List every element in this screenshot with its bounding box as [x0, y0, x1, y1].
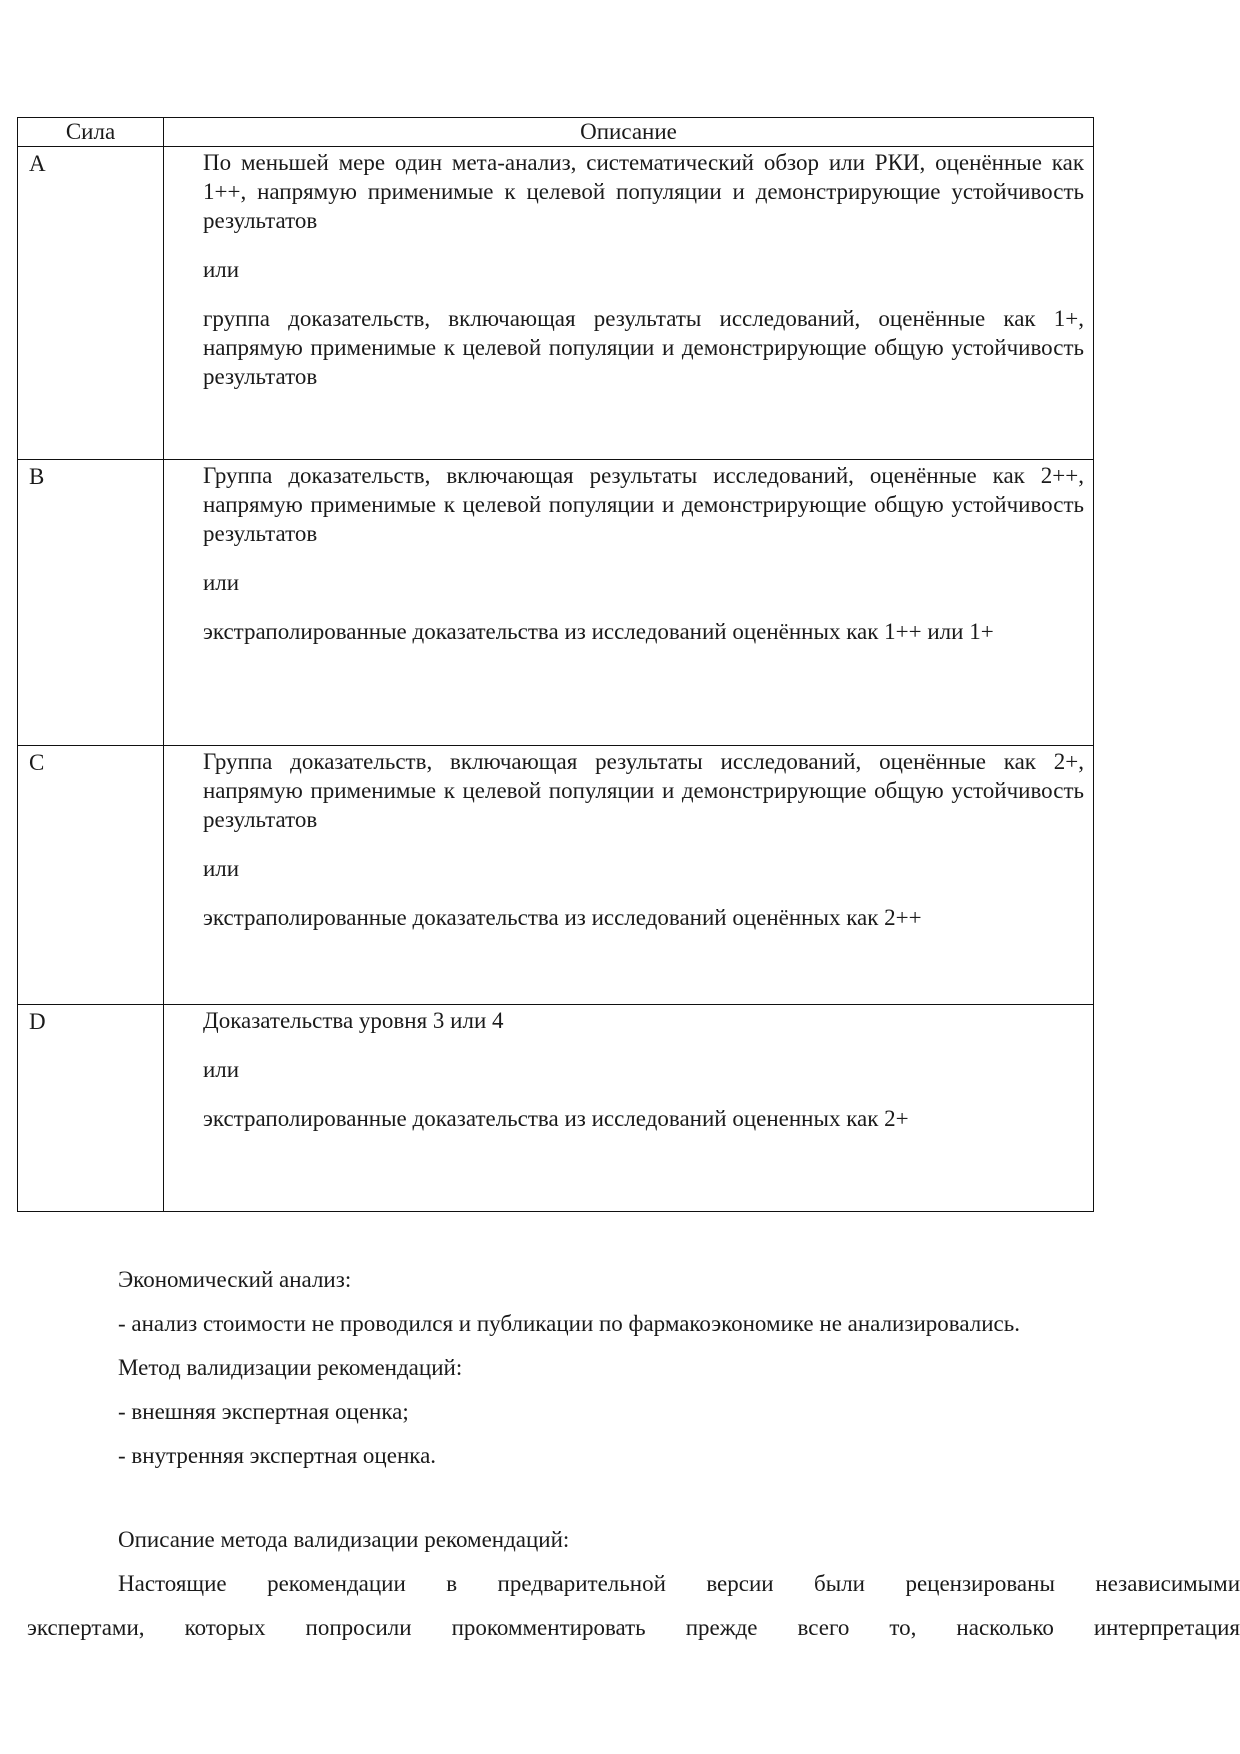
validation-method-item: - внешняя экспертная оценка;: [118, 1399, 409, 1424]
or-separator: или: [203, 1057, 240, 1082]
table-row: [18, 746, 1094, 1005]
economic-analysis-item: - анализ стоимости не проводился и публикации по фармакоэкономике не анализировались.: [118, 1311, 1020, 1336]
header-grade: Сила: [18, 118, 164, 147]
or-separator: или: [203, 257, 240, 282]
validation-description-line: экспертами, которых попросили прокомментировать прежде всего то, насколько интерпретация: [27, 1615, 1240, 1640]
description-paragraph: экстраполированные доказательства из исследований оцененных как 2+: [203, 1106, 909, 1131]
header-description: Описание: [164, 118, 1094, 147]
grade-cell: C: [18, 746, 164, 1005]
validation-method-heading: Метод валидизации рекомендаций:: [118, 1355, 463, 1380]
description-paragraph: экстраполированные доказательства из исследований оценённых как 2++: [203, 905, 922, 930]
description-paragraph: Доказательства уровня 3 или 4: [203, 1008, 504, 1033]
description-paragraph: экстраполированные доказательства из исследований оценённых как 1++ или 1+: [203, 619, 994, 644]
economic-analysis-heading: Экономический анализ:: [118, 1267, 352, 1292]
description-paragraph: Группа доказательств, включающая результаты исследований, оценённые как 2++, напрямую применимые к целевой популяции и демонстрирующие общую устойчивость результатов: [203, 463, 1084, 546]
description-cell: [164, 746, 1094, 1005]
or-separator: или: [203, 856, 240, 881]
table-header-row: [18, 118, 1094, 147]
description-paragraph: Группа доказательств, включающая результаты исследований, оценённые как 2+, напрямую применимые к целевой популяции и демонстрирующие общую устойчивость результатов: [203, 749, 1084, 832]
validation-method-item: - внутренняя экспертная оценка.: [118, 1443, 437, 1468]
description-paragraph: По меньшей мере один мета-анализ, систематический обзор или РКИ, оценённые как 1++, напрямую применимые к целевой популяции и демонстрирующие устойчивость результатов: [203, 150, 1084, 233]
validation-description-heading: Описание метода валидизации рекомендаций:: [118, 1527, 570, 1552]
grade-cell: D: [18, 1005, 164, 1212]
description-cell: [164, 460, 1094, 746]
description-paragraph: группа доказательств, включающая результаты исследований, оценённые как 1+, напрямую применимые к целевой популяции и демонстрирующие общую устойчивость результатов: [203, 306, 1084, 389]
table-row: [18, 1005, 1094, 1212]
or-separator: или: [203, 570, 240, 595]
evidence-grade-table: [17, 117, 1094, 1212]
grade-cell: B: [18, 460, 164, 746]
description-cell: [164, 147, 1094, 460]
body-text: [0, 1258, 1240, 1650]
table-row: [18, 460, 1094, 746]
table-row: [18, 147, 1094, 460]
spacer: [0, 1478, 1240, 1518]
validation-description-line: Настоящие рекомендации в предварительной версии были рецензированы независимыми: [118, 1571, 1240, 1596]
grade-cell: A: [18, 147, 164, 460]
description-cell: [164, 1005, 1094, 1212]
